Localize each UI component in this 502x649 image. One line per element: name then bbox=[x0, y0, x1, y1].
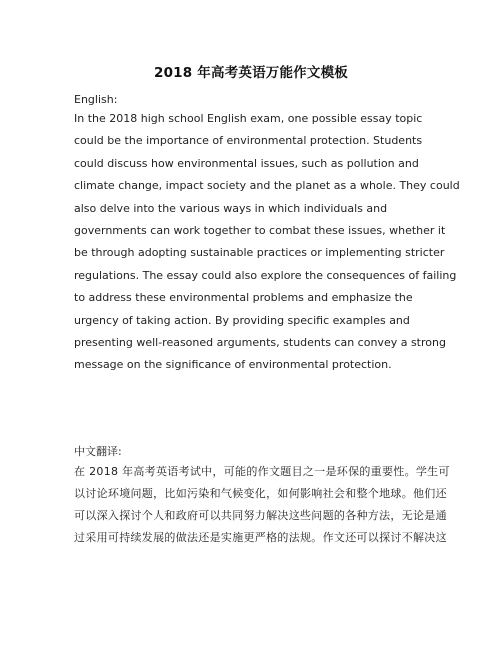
chinese-section-label: 中文翻译: bbox=[74, 445, 122, 458]
english-line: climate change, impact society and the planet as a whole. They could bbox=[74, 179, 460, 193]
english-line: to address these environmental problems and emphasize the bbox=[74, 291, 413, 305]
english-line: urgency of taking action. By providing specific examples and bbox=[74, 313, 410, 327]
english-line: governments can work together to combat these issues, whether it bbox=[74, 223, 446, 237]
english-line: be through adopting sustainable practices or implementing stricter bbox=[74, 246, 445, 260]
chinese-line: 以讨论环境问题，比如污染和气候变化，如何影响社会和整个地球。他们还 bbox=[74, 487, 447, 500]
english-line: could discuss how environmental issues, such as pollution and bbox=[74, 156, 419, 170]
english-line: regulations. The essay could also explore the consequences of failing bbox=[74, 268, 457, 282]
english-paragraph bbox=[74, 108, 460, 377]
chinese-line: 可以深入探讨个人和政府可以共同努力解决这些问题的各种方法，无论是通 bbox=[74, 509, 447, 522]
english-line: message on the significance of environmental protection. bbox=[74, 358, 392, 372]
english-line: could be the importance of environmental protection. Students bbox=[74, 134, 423, 148]
chinese-line: 过采用可持续发展的做法还是实施更严格的法规。作文还可以探讨不解决这 bbox=[74, 531, 447, 544]
english-section-label: English: bbox=[74, 93, 118, 106]
chinese-line: 在 2018 年高考英语考试中，可能的作文题目之一是环保的重要性。学生可 bbox=[74, 465, 450, 478]
english-line: also delve into the various ways in which individuals and bbox=[74, 201, 388, 215]
document-title: 2018 年高考英语万能作文模板 bbox=[154, 65, 348, 81]
chinese-paragraph bbox=[74, 461, 450, 549]
english-line: In the 2018 high school English exam, one possible essay topic bbox=[74, 112, 423, 125]
english-line: presenting well-reasoned arguments, students can convey a strong bbox=[74, 335, 446, 349]
